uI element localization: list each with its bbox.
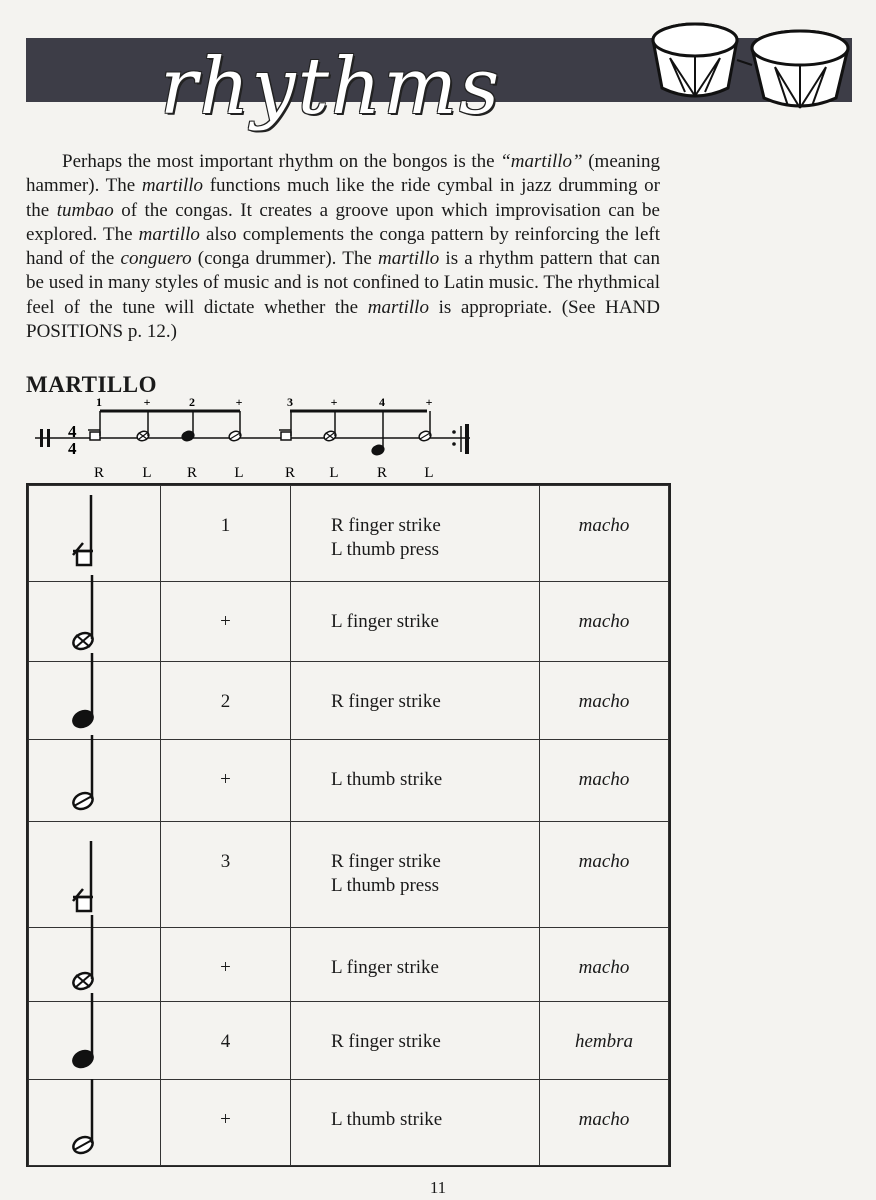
tone-label: macho bbox=[578, 515, 630, 536]
hand-text bbox=[331, 662, 539, 714]
hand-cell bbox=[291, 928, 540, 1002]
intro-segment: “martillo” bbox=[500, 151, 583, 172]
staff-count-label: + bbox=[235, 395, 243, 409]
table-row bbox=[29, 822, 669, 928]
hand-line: L thumb press bbox=[331, 539, 440, 560]
count-cell bbox=[161, 1080, 291, 1166]
note-press-icon bbox=[69, 839, 109, 919]
note-slash-icon bbox=[69, 733, 109, 813]
staff-count-label: + bbox=[330, 395, 338, 409]
hand-line: L finger strike bbox=[331, 611, 439, 632]
hand-cell bbox=[291, 1080, 540, 1166]
intro-segment: conguero bbox=[120, 248, 192, 270]
hand-text bbox=[331, 1080, 539, 1132]
hand-line: L thumb press bbox=[331, 875, 440, 896]
count-cell bbox=[161, 486, 291, 582]
staff-hand-label: L bbox=[424, 465, 434, 481]
intro-segment: also complements the conga pattern by reinforcing the left hand of the bbox=[26, 223, 660, 270]
count-label: + bbox=[220, 957, 231, 978]
table-row bbox=[29, 1002, 669, 1080]
count-cell bbox=[161, 1002, 291, 1080]
table-row bbox=[29, 1080, 669, 1166]
staff-hand-label: L bbox=[142, 465, 152, 481]
time-sig-bottom: 4 bbox=[68, 439, 77, 458]
count-cell bbox=[161, 582, 291, 662]
note-filled-icon bbox=[69, 991, 109, 1071]
intro-segment: martillo bbox=[141, 175, 204, 197]
tone-cell bbox=[540, 486, 669, 582]
hand-line: L thumb strike bbox=[331, 769, 443, 790]
note-cell bbox=[29, 740, 161, 822]
intro-segment: martillo bbox=[367, 296, 429, 318]
count-label: + bbox=[220, 611, 231, 632]
staff-note bbox=[136, 411, 150, 442]
hand-line: L finger strike bbox=[331, 957, 439, 978]
staff-note bbox=[418, 411, 432, 442]
intro-paragraph bbox=[26, 150, 660, 344]
count-label: + bbox=[220, 769, 231, 790]
staff-hand-label: L bbox=[234, 465, 244, 481]
staff-note bbox=[181, 411, 195, 442]
hand-cell bbox=[291, 582, 540, 662]
hand-text bbox=[331, 822, 539, 898]
staff-hand-label: R bbox=[186, 465, 198, 481]
tone-label: macho bbox=[578, 851, 630, 872]
section-title: MARTILLO bbox=[26, 372, 157, 397]
table-row bbox=[29, 740, 669, 822]
tone-label: macho bbox=[578, 691, 630, 712]
note-x-icon bbox=[69, 913, 109, 993]
staff-count-label: 3 bbox=[287, 395, 293, 409]
hand-cell bbox=[291, 662, 540, 740]
staff-note bbox=[279, 411, 291, 440]
count-label: 1 bbox=[220, 515, 231, 536]
count-label: 4 bbox=[220, 1031, 231, 1052]
staff-count-label: + bbox=[143, 395, 151, 409]
note-cell bbox=[29, 1080, 161, 1166]
tone-label: macho bbox=[578, 769, 630, 790]
note-cell bbox=[29, 662, 161, 740]
intro-segment: martillo bbox=[378, 248, 440, 270]
intro-segment: (conga drummer). The bbox=[191, 248, 378, 270]
staff-count-label: 4 bbox=[379, 395, 385, 409]
note-x-icon bbox=[69, 573, 109, 653]
note-cell bbox=[29, 822, 161, 928]
tone-cell bbox=[540, 822, 669, 928]
intro-text bbox=[26, 150, 660, 344]
intro-segment: (meaning hammer). The bbox=[26, 151, 660, 197]
table-row bbox=[29, 486, 669, 582]
staff-count-label: 1 bbox=[96, 395, 102, 409]
page-title: rhythms bbox=[160, 42, 502, 132]
page-number: 11 bbox=[429, 1178, 447, 1197]
bongo-drums-icon bbox=[640, 10, 860, 110]
rhythm-staff bbox=[30, 392, 480, 482]
staff-hand-label: R bbox=[284, 465, 296, 481]
hand-cell bbox=[291, 740, 540, 822]
count-label: + bbox=[220, 1109, 231, 1130]
hand-cell bbox=[291, 486, 540, 582]
count-cell bbox=[161, 662, 291, 740]
hand-line: R finger strike bbox=[331, 515, 441, 536]
hand-text bbox=[331, 740, 539, 792]
tone-label: hembra bbox=[574, 1031, 634, 1052]
tone-label: macho bbox=[578, 611, 630, 632]
intro-segment: tumbao bbox=[56, 199, 114, 221]
count-cell bbox=[161, 822, 291, 928]
staff-hand-label: R bbox=[376, 465, 388, 481]
staff-note bbox=[371, 411, 385, 456]
tone-label: macho bbox=[578, 957, 630, 978]
note-press-icon bbox=[69, 493, 109, 573]
intro-segment: of the congas. It creates a groove upon which improvisation can be explored. The bbox=[26, 199, 660, 245]
rhythm-table bbox=[26, 483, 671, 1167]
table-row bbox=[29, 582, 669, 662]
tone-cell bbox=[540, 1080, 669, 1166]
hand-text bbox=[331, 1002, 539, 1054]
staff-note bbox=[323, 411, 337, 442]
tone-label: macho bbox=[578, 1109, 630, 1130]
hand-text bbox=[331, 582, 539, 634]
staff-count-label: + bbox=[425, 395, 433, 409]
tone-cell bbox=[540, 662, 669, 740]
tone-cell bbox=[540, 582, 669, 662]
staff-hand-label: L bbox=[329, 465, 339, 481]
hand-cell bbox=[291, 1002, 540, 1080]
intro-segment: Perhaps the most important rhythm on the bongos is the bbox=[62, 151, 501, 172]
table-row bbox=[29, 662, 669, 740]
intro-segment: is appropriate. (See HAND POSITIONS p. 12.) bbox=[26, 296, 660, 343]
intro-segment: is a rhythm pattern that can be used in many styles of music and is not confined to Latin music. The rhythmical feel of the tune will dictate whether the bbox=[26, 248, 660, 318]
tone-cell bbox=[540, 928, 669, 1002]
note-filled-icon bbox=[69, 651, 109, 731]
tone-cell bbox=[540, 1002, 669, 1080]
hand-text bbox=[331, 486, 539, 562]
tone-cell bbox=[540, 740, 669, 822]
time-sig-top: 4 bbox=[68, 422, 77, 441]
hand-line: R finger strike bbox=[331, 1031, 441, 1052]
staff-note bbox=[228, 411, 242, 442]
hand-text bbox=[331, 928, 539, 980]
hand-line: R finger strike bbox=[331, 851, 441, 872]
count-cell bbox=[161, 740, 291, 822]
count-cell bbox=[161, 928, 291, 1002]
intro-segment: martillo bbox=[138, 223, 200, 245]
hand-line: R finger strike bbox=[331, 691, 441, 712]
hand-cell bbox=[291, 822, 540, 928]
staff-note bbox=[88, 411, 100, 440]
count-label: 3 bbox=[220, 851, 231, 872]
intro-segment: functions much like the ride cymbal in jazz drumming or the bbox=[26, 175, 660, 221]
note-cell bbox=[29, 486, 161, 582]
table-row bbox=[29, 928, 669, 1002]
note-cell bbox=[29, 1002, 161, 1080]
note-slash-icon bbox=[69, 1077, 109, 1157]
hand-line: L thumb strike bbox=[331, 1109, 443, 1130]
note-cell bbox=[29, 582, 161, 662]
staff-hand-label: R bbox=[93, 465, 105, 481]
count-label: 2 bbox=[220, 691, 231, 712]
staff-count-label: 2 bbox=[189, 395, 195, 409]
